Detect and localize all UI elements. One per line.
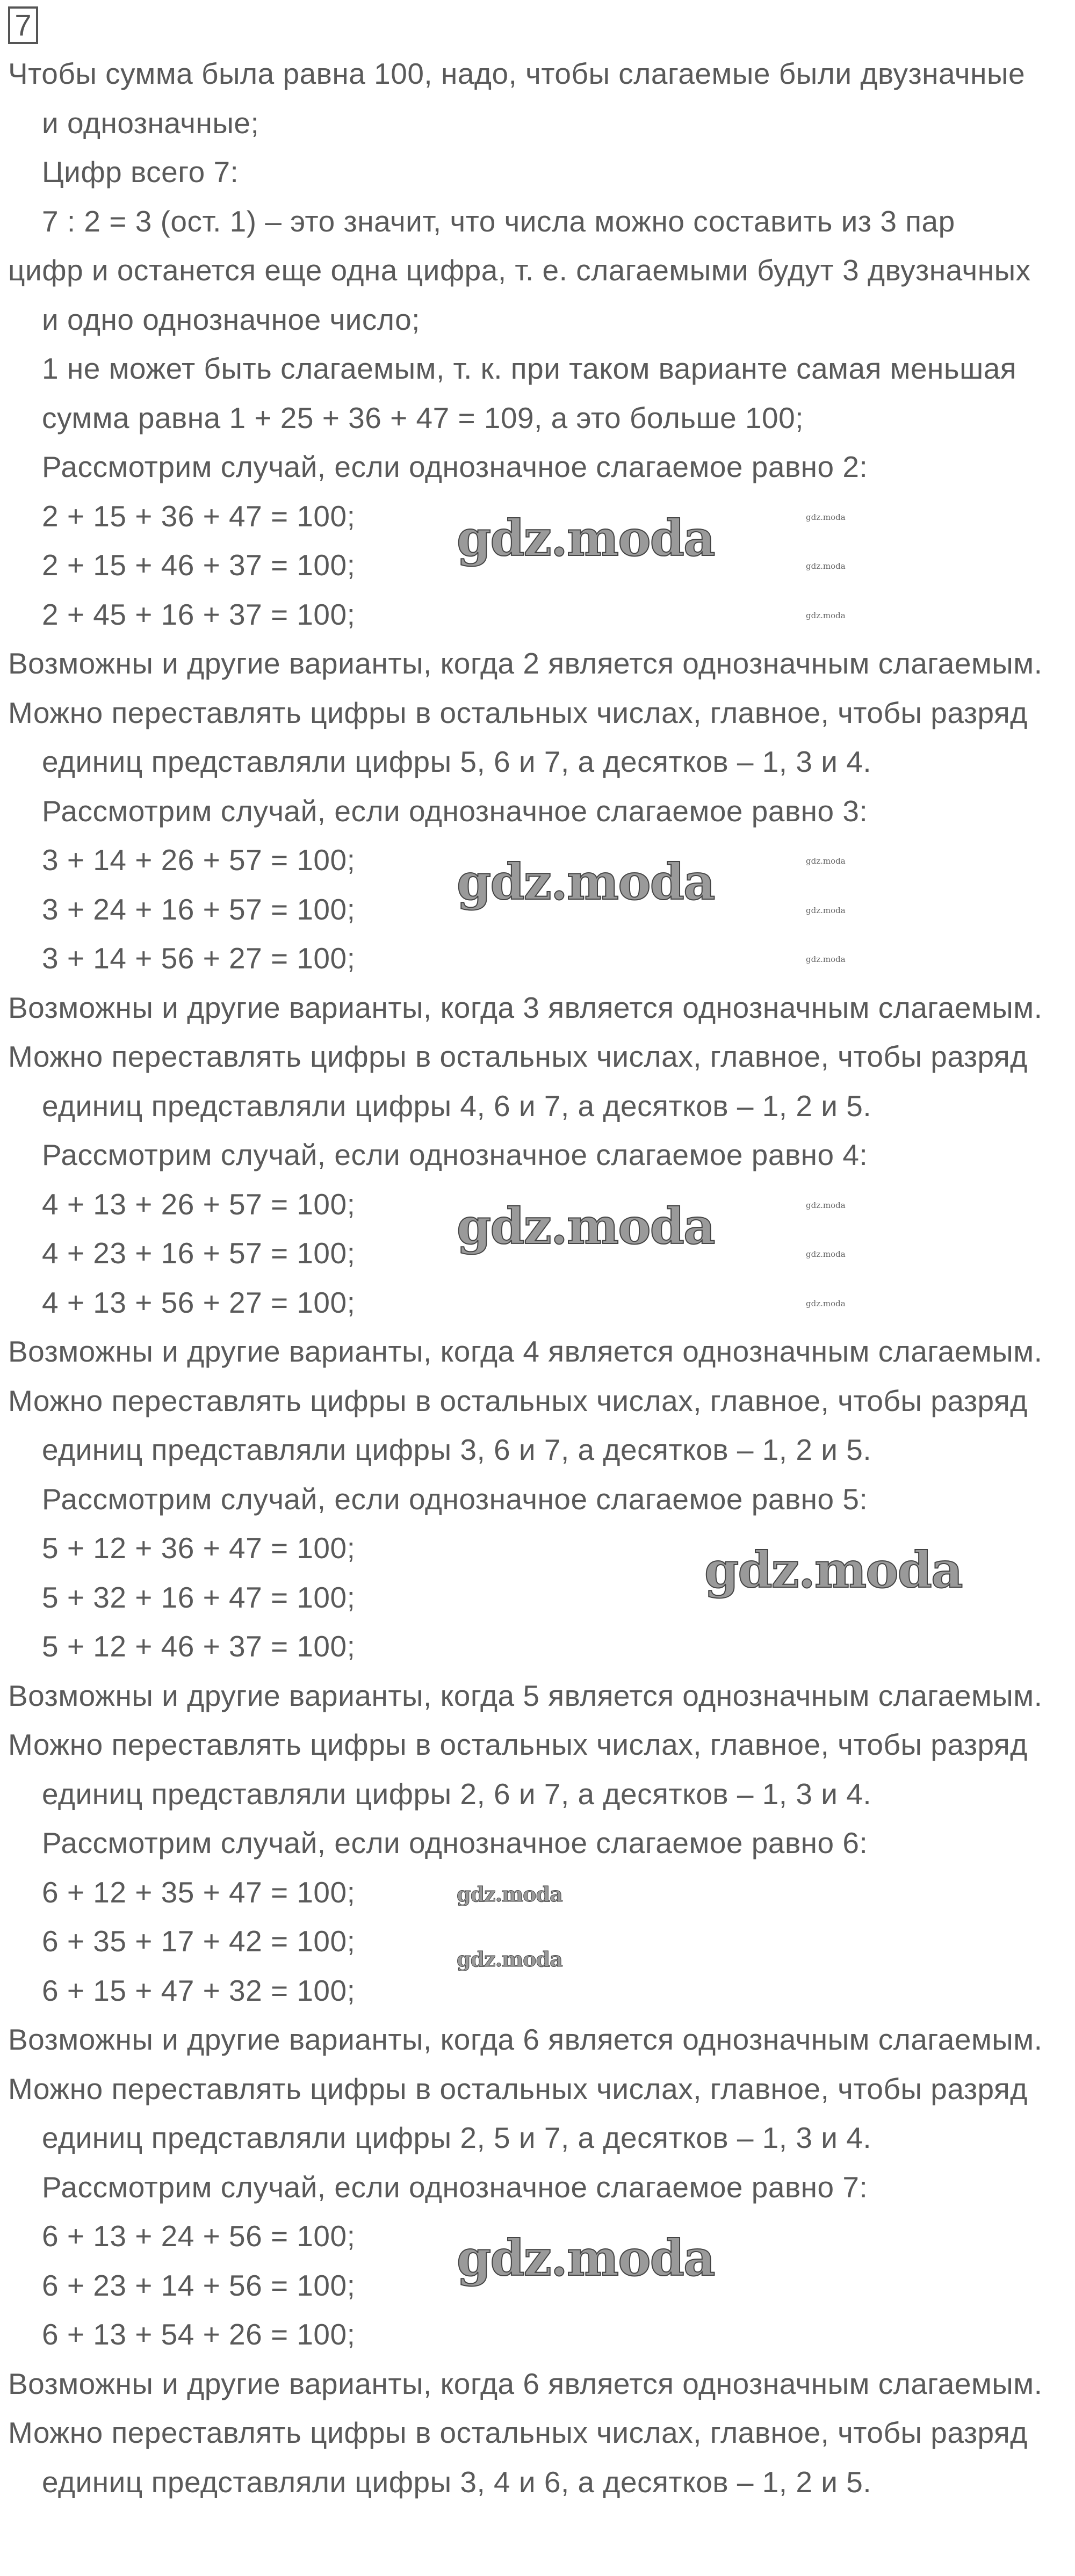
text-line: единиц представляли цифры 3, 4 и 6, а десятков – 1, 2 и 5. <box>42 2465 872 2499</box>
watermark-big: gdz.moda <box>457 509 715 567</box>
equation-line: 6 + 23 + 14 + 56 = 100; <box>42 2268 356 2302</box>
equation-line: 5 + 12 + 46 + 37 = 100; <box>42 1630 356 1663</box>
text-line: единиц представляли цифры 5, 6 и 7, а десятков – 1, 3 и 4. <box>42 745 872 778</box>
equation-line: 2 + 15 + 36 + 47 = 100; <box>42 499 356 533</box>
equation-line: 4 + 23 + 16 + 57 = 100; <box>42 1236 356 1270</box>
text-line: Можно переставлять цифры в остальных числах, главное, чтобы разряд <box>8 1728 1028 1761</box>
text-line: Можно переставлять цифры в остальных числах, главное, чтобы разряд <box>8 2072 1028 2105</box>
watermark-tiny: gdz.moda <box>806 561 846 571</box>
watermark-tiny: gdz.moda <box>806 512 846 522</box>
text-line: Рассмотрим случай, если однозначное слагаемое равно 4: <box>42 1138 868 1171</box>
equation-line: 6 + 15 + 47 + 32 = 100; <box>42 1973 356 2007</box>
text-line: Можно переставлять цифры в остальных числах, главное, чтобы разряд <box>8 696 1028 729</box>
text-line: Возможны и другие варианты, когда 5 является однозначным слагаемым. <box>8 1678 1043 1712</box>
text-line: Цифр всего 7: <box>42 155 239 189</box>
watermark-big: gdz.moda <box>457 1197 715 1255</box>
equation-line: 3 + 24 + 16 + 57 = 100; <box>42 892 356 926</box>
text-line: Возможны и другие варианты, когда 2 является однозначным слагаемым. <box>8 647 1043 680</box>
watermark-big: gdz.moda <box>457 853 715 911</box>
text-line: Возможны и другие варианты, когда 3 является однозначным слагаемым. <box>8 990 1043 1024</box>
watermark-big: gdz.moda <box>704 1541 962 1599</box>
text-line: цифр и останется еще одна цифра, т. е. слагаемыми будут 3 двузначных <box>8 254 1031 287</box>
watermark-tiny: gdz.moda <box>806 954 846 964</box>
watermark-tiny: gdz.moda <box>806 905 846 915</box>
equation-line: 6 + 35 + 17 + 42 = 100; <box>42 1924 356 1958</box>
watermark-tiny: gdz.moda <box>806 1249 846 1259</box>
text-line: единиц представляли цифры 2, 5 и 7, а десятков – 1, 3 и 4. <box>42 2121 872 2154</box>
text-line: Рассмотрим случай, если однозначное слагаемое равно 6: <box>42 1826 868 1859</box>
equation-line: 4 + 13 + 26 + 57 = 100; <box>42 1187 356 1221</box>
task-number: 7 <box>8 6 38 44</box>
text-line: единиц представляли цифры 3, 6 и 7, а десятков – 1, 2 и 5. <box>42 1433 872 1466</box>
equation-line: 3 + 14 + 56 + 27 = 100; <box>42 942 356 975</box>
text-line: Можно переставлять цифры в остальных числах, главное, чтобы разряд <box>8 1040 1028 1073</box>
equation-line: 2 + 15 + 46 + 37 = 100; <box>42 548 356 582</box>
text-line: Можно переставлять цифры в остальных числах, главное, чтобы разряд <box>8 1384 1028 1417</box>
text-line: Рассмотрим случай, если однозначное слагаемое равно 5: <box>42 1482 868 1516</box>
watermark-tiny: gdz.moda <box>806 1200 846 1210</box>
equation-line: 6 + 12 + 35 + 47 = 100; <box>42 1875 356 1909</box>
watermark-big: gdz.moda <box>457 2229 715 2287</box>
text-line: Чтобы сумма была равна 100, надо, чтобы слагаемые были двузначные <box>8 57 1026 90</box>
text-line: 1 не может быть слагаемым, т. к. при таком варианте самая меньшая <box>42 352 1017 385</box>
text-line: Возможны и другие варианты, когда 6 является однозначным слагаемым. <box>8 2367 1043 2400</box>
text-line: Рассмотрим случай, если однозначное слагаемое равно 3: <box>42 794 868 828</box>
watermark-tiny: gdz.moda <box>806 856 846 866</box>
text-line: сумма равна 1 + 25 + 36 + 47 = 109, а это больше 100; <box>42 401 804 435</box>
text-line: и одно однозначное число; <box>42 302 420 336</box>
text-line: 7 : 2 = 3 (ост. 1) – это значит, что числа можно составить из 3 пар <box>42 204 955 238</box>
text-line: единиц представляли цифры 2, 6 и 7, а десятков – 1, 3 и 4. <box>42 1777 872 1811</box>
equation-line: 5 + 32 + 16 + 47 = 100; <box>42 1580 356 1614</box>
equation-line: 3 + 14 + 26 + 57 = 100; <box>42 843 356 877</box>
watermark-tiny: gdz.moda <box>806 1298 846 1308</box>
watermark-mid: gdz.moda <box>457 1882 562 1906</box>
watermark-mid: gdz.moda <box>457 1947 562 1971</box>
equation-line: 6 + 13 + 54 + 26 = 100; <box>42 2318 356 2351</box>
text-line: и однозначные; <box>42 106 259 140</box>
equation-line: 5 + 12 + 36 + 47 = 100; <box>42 1531 356 1565</box>
watermark-tiny: gdz.moda <box>806 610 846 620</box>
text-line: Можно переставлять цифры в остальных числах, главное, чтобы разряд <box>8 2416 1028 2449</box>
equation-line: 4 + 13 + 56 + 27 = 100; <box>42 1285 356 1319</box>
text-line: единиц представляли цифры 4, 6 и 7, а десятков – 1, 2 и 5. <box>42 1089 872 1123</box>
equation-line: 2 + 45 + 16 + 37 = 100; <box>42 597 356 631</box>
text-line: Рассмотрим случай, если однозначное слагаемое равно 2: <box>42 450 868 483</box>
text-line: Рассмотрим случай, если однозначное слагаемое равно 7: <box>42 2170 868 2204</box>
text-line: Возможны и другие варианты, когда 6 является однозначным слагаемым. <box>8 2023 1043 2056</box>
equation-line: 6 + 13 + 24 + 56 = 100; <box>42 2219 356 2253</box>
text-line: Возможны и другие варианты, когда 4 является однозначным слагаемым. <box>8 1335 1043 1368</box>
